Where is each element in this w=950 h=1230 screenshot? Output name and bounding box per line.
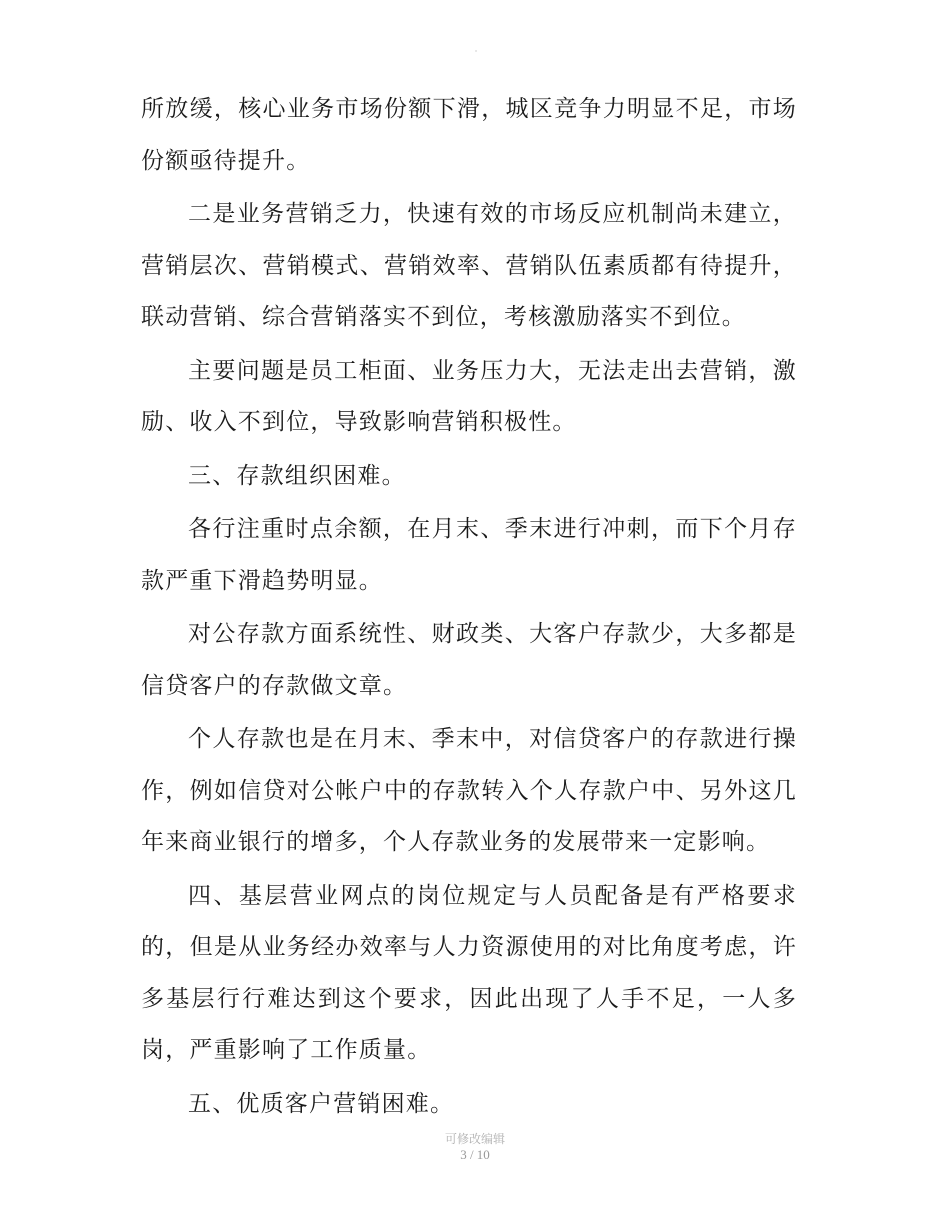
section-heading: 四、基层营业网点的岗位规定与人员配备是有严格要求的，但是从业务经办效率与人力资源使用的对比角度考虑，许多基层行行难达到这个要求，因此出现了人手不足，一人多岗，严重影响了工作质量。: [141, 882, 797, 1063]
paragraph: 二是业务营销乏力，快速有效的市场反应机制尚未建立，营销层次、营销模式、营销效率、营销队伍素质都有待提升，联动营销、综合营销落实不到位，考核激励落实不到位。: [141, 201, 797, 330]
paragraph: 主要问题是员工柜面、业务压力大，无法走出去营销，激励、收入不到位，导致影响营销积极性。: [141, 357, 797, 435]
paragraph: 对公存款方面系统性、财政类、大客户存款少，大多都是信贷客户的存款做文章。: [141, 621, 797, 699]
page-number: 3 / 10: [460, 1147, 490, 1162]
paragraph: 各行注重时点余额，在月末、季末进行冲刺，而下个月存款严重下滑趋势明显。: [141, 516, 797, 594]
paragraph: 个人存款也是在月末、季末中，对信贷客户的存款进行操作，例如信贷对公帐户中的存款转入个人存款户中、另外这几年来商业银行的增多，个人存款业务的发展带来一定影响。: [141, 726, 797, 855]
top-mark: ·: [474, 47, 478, 56]
document-body: [141, 84, 797, 1132]
section-heading: 三、存款组织困难。: [188, 462, 406, 489]
paragraph-continuation: 所放缓，核心业务市场份额下滑，城区竞争力明显不足，市场份额亟待提升。: [141, 96, 797, 174]
footer-note: 可修改编辑: [444, 1132, 505, 1146]
section-heading: 五、优质客户营销困难。: [188, 1090, 455, 1117]
